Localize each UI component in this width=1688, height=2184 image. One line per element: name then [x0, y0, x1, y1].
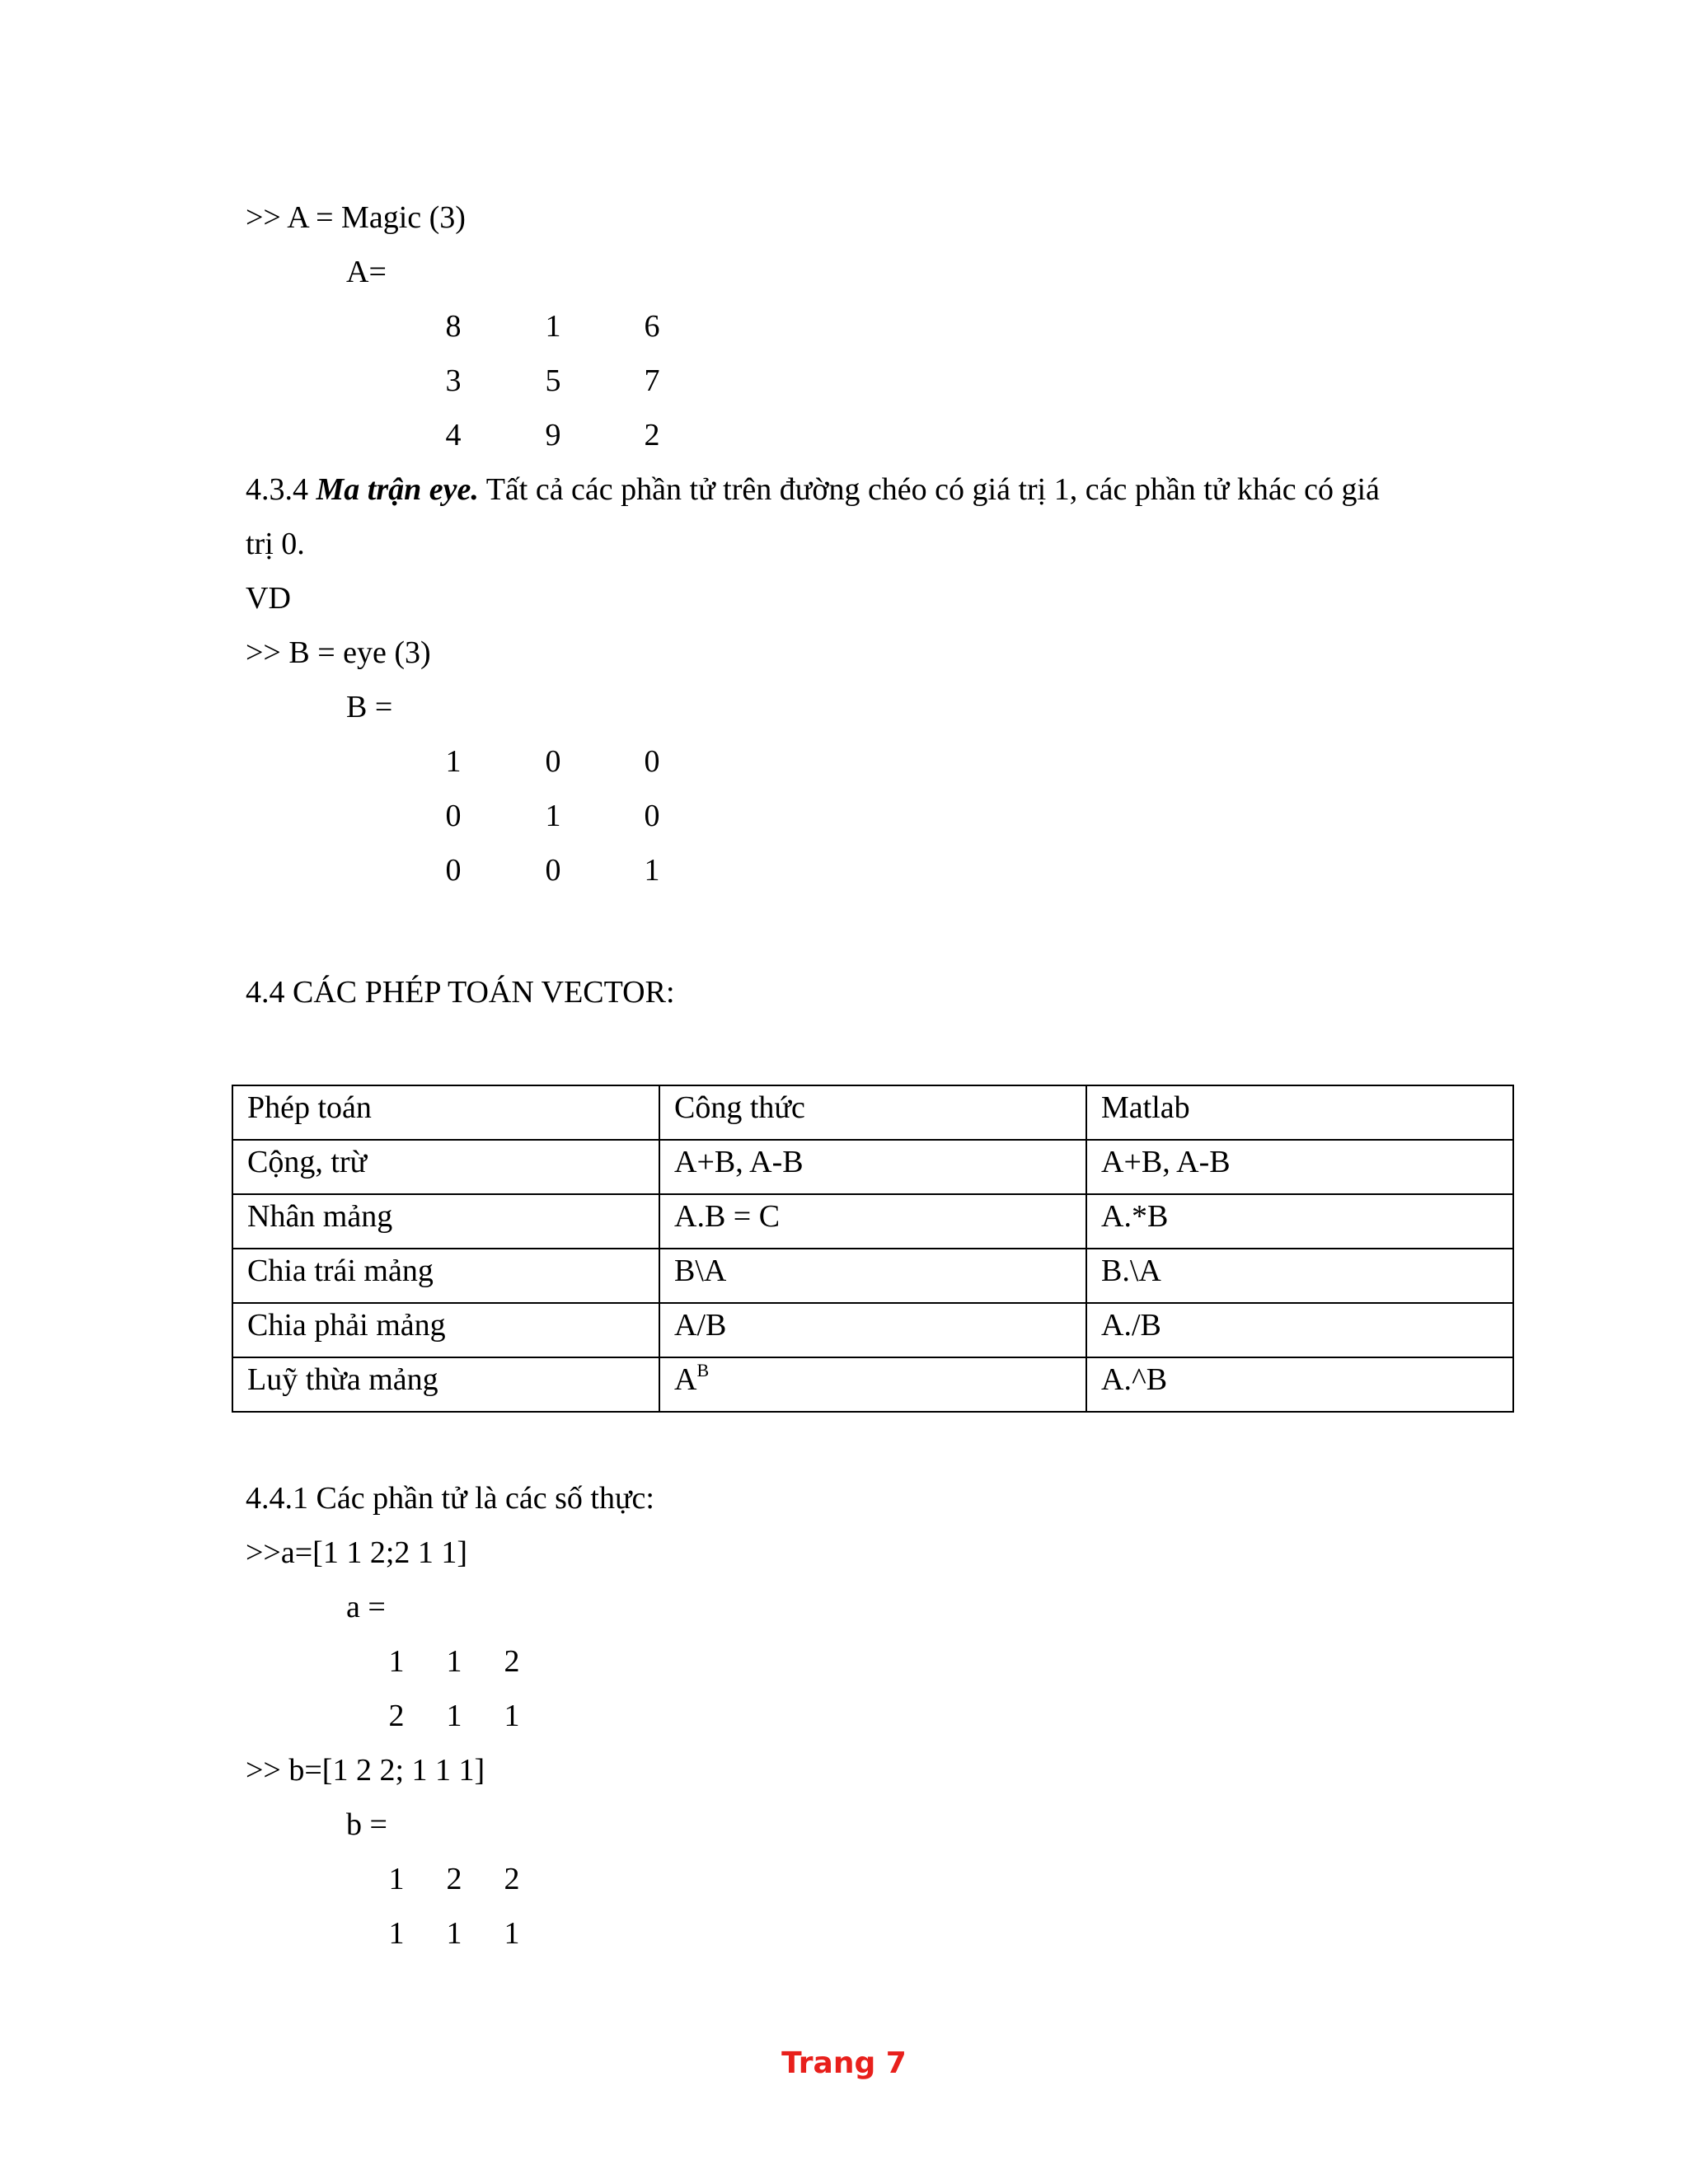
page-number-footer: Trang 7 [781, 2046, 907, 2080]
table-header-cell: Matlab [1086, 1085, 1513, 1140]
table-header-cell: Phép toán [232, 1085, 659, 1140]
matrix-cell: 1 [388, 1916, 405, 1951]
matrix-cell: 4 [445, 418, 462, 452]
matrix-cell: 2 [504, 1862, 520, 1896]
matrix-cell: 0 [445, 853, 462, 888]
formula-exponent: B [696, 1360, 710, 1380]
table-cell-op: Chia phải mảng [232, 1303, 659, 1357]
matrix-cell: 0 [545, 744, 561, 779]
table-header-cell: Công thức [659, 1085, 1086, 1140]
matrix-cell: 1 [446, 1644, 462, 1679]
matrix-cell: 1 [388, 1644, 405, 1679]
matrix-cell: 6 [644, 309, 660, 344]
formula-base: A [674, 1362, 697, 1397]
var-a-label: a = [346, 1590, 386, 1624]
table-cell-matlab: A.*B [1086, 1194, 1513, 1249]
table-cell-matlab: A+B, A-B [1086, 1140, 1513, 1194]
table-row [232, 1140, 1513, 1194]
matrix-cell: 1 [388, 1862, 405, 1896]
var-b-label: b = [346, 1807, 387, 1842]
matrix-cell: 1 [446, 1699, 462, 1733]
matrix-cell: 1 [504, 1916, 520, 1951]
table-cell-matlab: A.^B [1086, 1357, 1513, 1412]
matrix-cell: 0 [445, 799, 462, 833]
matrix-cell: 2 [644, 418, 660, 452]
table-row [232, 1194, 1513, 1249]
table-cell-matlab: A./B [1086, 1303, 1513, 1357]
matrix-cell: 1 [545, 799, 561, 833]
eye-command: >> B = eye (3) [246, 635, 431, 670]
eye-section-text-cont: trị 0. [246, 527, 305, 561]
table-cell-op: Luỹ thừa mảng [232, 1357, 659, 1412]
table-cell-formula: B\A [659, 1249, 1086, 1303]
table-row [232, 1249, 1513, 1303]
table-cell-op: Nhân mảng [232, 1194, 659, 1249]
matrix-cell: 1 [545, 309, 561, 344]
table-row [232, 1303, 1513, 1357]
table-header-row [232, 1085, 1513, 1140]
table-cell-op: Cộng, trừ [232, 1140, 659, 1194]
section-heading-vector-ops: 4.4 CÁC PHÉP TOÁN VECTOR: [246, 975, 675, 1010]
matrix-cell: 3 [445, 363, 462, 398]
matrix-cell: 2 [446, 1862, 462, 1896]
matrix-cell: 1 [446, 1916, 462, 1951]
command-b: >> b=[1 2 2; 1 1 1] [246, 1753, 485, 1788]
table-cell-matlab: B.\A [1086, 1249, 1513, 1303]
matrix-cell: 1 [644, 853, 660, 888]
section-heading-real-numbers: 4.4.1 Các phần tử là các số thực: [246, 1481, 654, 1516]
matrix-cell: 5 [545, 363, 561, 398]
matrix-cell: 2 [504, 1644, 520, 1679]
table-cell-formula: A/B [659, 1303, 1086, 1357]
matrix-cell: 1 [504, 1699, 520, 1733]
eye-var-label: B = [346, 690, 393, 724]
table-cell-formula: A+B, A-B [659, 1140, 1086, 1194]
matrix-cell: 9 [545, 418, 561, 452]
table-cell-op: Chia trái mảng [232, 1249, 659, 1303]
command-a: >>a=[1 1 2;2 1 1] [246, 1535, 468, 1570]
section-number: 4.3.4 [246, 472, 316, 507]
eye-section-paragraph [246, 470, 1380, 509]
matrix-cell: 7 [644, 363, 660, 398]
magic-command: >> A = Magic (3) [246, 200, 466, 235]
matrix-cell: 0 [545, 853, 561, 888]
matrix-cell: 1 [445, 744, 462, 779]
vector-ops-table [232, 1085, 1514, 1413]
section-title: Ma trận eye. [316, 472, 479, 507]
section-text: Tất cả các phần tử trên đường chéo có giá trị 1, các phần tử khác có giá [478, 472, 1380, 507]
matrix-cell: 0 [644, 744, 660, 779]
matrix-cell: 2 [388, 1699, 405, 1733]
table-row [232, 1357, 1513, 1412]
matrix-cell: 0 [644, 799, 660, 833]
magic-var-label: A= [346, 255, 387, 289]
table-cell-formula: A.B = C [659, 1194, 1086, 1249]
table-cell-formula [659, 1357, 1086, 1412]
example-label: VD [246, 581, 291, 616]
matrix-cell: 8 [445, 309, 462, 344]
